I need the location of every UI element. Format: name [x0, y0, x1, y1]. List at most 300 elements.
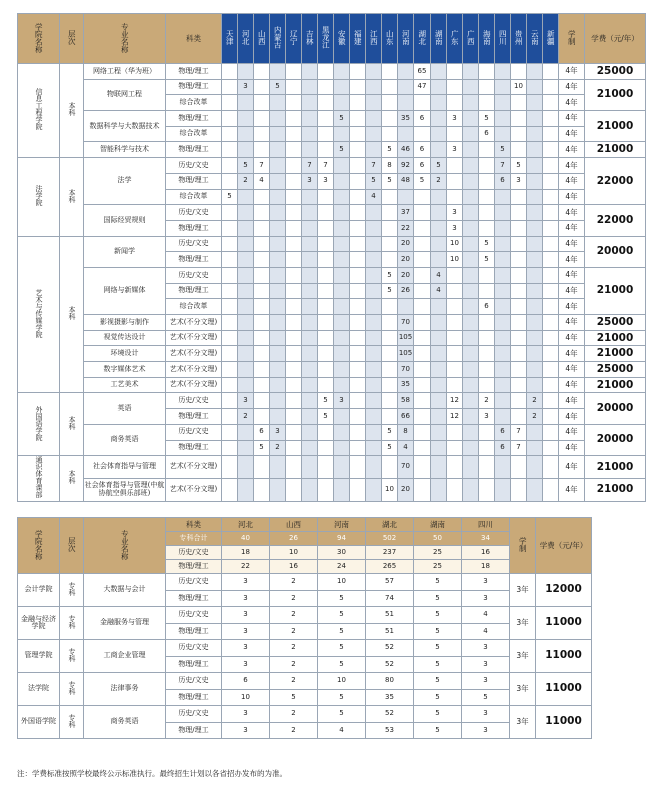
quota-cell [431, 299, 447, 315]
length: 4年 [559, 409, 585, 425]
quota-cell [222, 377, 238, 393]
quota-cell: 10 [382, 478, 398, 501]
quota-cell [495, 283, 511, 299]
table-row [18, 64, 646, 80]
quota-cell [463, 205, 479, 221]
quota-cell [447, 377, 463, 393]
quota-cell [431, 142, 447, 158]
quota-cell [366, 64, 382, 80]
major-name: 视觉传达设计 [84, 330, 166, 346]
quota-cell [254, 362, 270, 378]
level: 专科 [68, 647, 76, 662]
quota-cell: 7 [254, 158, 270, 174]
quota-cell: 47 [414, 79, 431, 95]
quota-cell [286, 205, 302, 221]
quota-cell [318, 299, 334, 315]
quota-cell [302, 189, 318, 205]
quota-cell [382, 126, 398, 142]
quota-cell: 2 [238, 173, 254, 189]
quota-cell [318, 267, 334, 283]
quota-cell [238, 362, 254, 378]
quota-cell [382, 456, 398, 479]
quota-cell: 35 [398, 377, 414, 393]
quota-cell [238, 456, 254, 479]
quota-cell [254, 64, 270, 80]
subject: 物理/理工 [166, 283, 222, 299]
table-row [18, 205, 646, 221]
quota-cell [238, 220, 254, 236]
quota-cell [463, 299, 479, 315]
quota-cell [479, 173, 495, 189]
quota-cell [463, 362, 479, 378]
province-4: 辽宁 [289, 30, 299, 46]
quota-cell: 5 [382, 440, 398, 456]
fee: 20000 [585, 393, 646, 424]
quota-cell [414, 362, 431, 378]
quota-cell: 3 [447, 205, 463, 221]
quota-cell [527, 283, 543, 299]
quota-cell [366, 205, 382, 221]
quota-cell [286, 126, 302, 142]
quota-cell [543, 478, 559, 501]
header-subject: 科类 [166, 518, 222, 532]
quota-cell [543, 393, 559, 409]
table-row [18, 79, 646, 95]
quota-cell: 22 [398, 220, 414, 236]
quota-cell [382, 236, 398, 252]
quota-cell [254, 283, 270, 299]
table-row [18, 377, 646, 393]
quota-cell [270, 456, 286, 479]
quota-cell: 7 [511, 424, 527, 440]
quota-cell [366, 299, 382, 315]
quota-cell [270, 111, 286, 127]
level-cell [60, 706, 84, 739]
quota-cell: 105 [398, 346, 414, 362]
quota-cell [222, 315, 238, 331]
quota-cell [238, 64, 254, 80]
province-3-cell [270, 14, 286, 64]
quota-cell: 10 [318, 673, 366, 690]
subject: 物理/理工 [166, 623, 222, 640]
quota-cell [463, 189, 479, 205]
quota-cell [222, 95, 238, 111]
quota-cell [286, 478, 302, 501]
major-name: 网络工程（华为班） [84, 64, 166, 80]
quota-cell [254, 377, 270, 393]
quota-cell: 53 [366, 722, 414, 739]
length: 4年 [559, 299, 585, 315]
major-name: 智能科学与技术 [84, 142, 166, 158]
quota-cell [447, 95, 463, 111]
quota-cell [414, 315, 431, 331]
quota-cell [414, 283, 431, 299]
quota-cell [511, 236, 527, 252]
province-18: 贵州 [514, 30, 524, 46]
quota-cell [431, 377, 447, 393]
quota-cell [302, 205, 318, 221]
quota-cell [334, 252, 350, 268]
quota-cell: 5 [366, 173, 382, 189]
quota-cell [447, 315, 463, 331]
quota-cell: 5 [382, 424, 398, 440]
quota-cell [495, 111, 511, 127]
subtotal-cell: 265 [366, 560, 414, 574]
quota-cell [366, 424, 382, 440]
quota-cell [414, 220, 431, 236]
major-name: 法学 [84, 158, 166, 205]
quota-cell [511, 64, 527, 80]
quota-cell [334, 64, 350, 80]
quota-cell [382, 205, 398, 221]
quota-cell [350, 267, 366, 283]
quota-cell: 5 [431, 158, 447, 174]
table-row [18, 640, 592, 657]
quota-cell [495, 315, 511, 331]
table-row [18, 236, 646, 252]
subject: 综合改革 [166, 95, 222, 111]
subject: 物理/理工 [166, 79, 222, 95]
province-0: 河北 [222, 518, 270, 532]
length: 3年 [510, 607, 536, 640]
level-cell [60, 456, 84, 501]
college-name-cell [18, 456, 60, 501]
quota-cell [414, 456, 431, 479]
quota-cell [222, 252, 238, 268]
subtotal-cell: 18 [462, 560, 510, 574]
quota-cell [495, 393, 511, 409]
quota-cell [479, 315, 495, 331]
quota-cell [479, 283, 495, 299]
quota-cell [543, 236, 559, 252]
quota-cell: 4 [431, 267, 447, 283]
quota-cell: 26 [398, 283, 414, 299]
quota-cell [350, 220, 366, 236]
quota-cell [414, 409, 431, 425]
quota-cell [382, 315, 398, 331]
header-length: 学制 [518, 537, 528, 553]
province-14-cell [447, 14, 463, 64]
quota-cell [543, 440, 559, 456]
quota-cell [414, 440, 431, 456]
quota-cell: 4 [431, 283, 447, 299]
quota-cell [527, 346, 543, 362]
quota-cell [238, 346, 254, 362]
quota-cell [447, 362, 463, 378]
quota-cell: 5 [479, 236, 495, 252]
quota-cell: 8 [398, 424, 414, 440]
quota-cell [318, 142, 334, 158]
quota-cell [382, 79, 398, 95]
quota-cell [511, 220, 527, 236]
quota-cell [543, 64, 559, 80]
quota-cell [286, 362, 302, 378]
length: 4年 [559, 283, 585, 299]
quota-cell: 7 [495, 158, 511, 174]
quota-cell: 2 [270, 673, 318, 690]
header-length-cell [559, 14, 585, 64]
quota-cell: 20 [398, 236, 414, 252]
quota-cell [447, 456, 463, 479]
quota-cell [382, 299, 398, 315]
quota-cell [318, 283, 334, 299]
quota-cell [511, 456, 527, 479]
table-row [18, 158, 646, 174]
header-major: 专业名称 [120, 529, 130, 560]
quota-cell: 5 [414, 590, 462, 607]
quota-cell [270, 189, 286, 205]
subtotal-cell: 30 [318, 546, 366, 560]
quota-cell [543, 252, 559, 268]
quota-cell [543, 346, 559, 362]
quota-cell [543, 220, 559, 236]
quota-cell [334, 267, 350, 283]
quota-cell [350, 95, 366, 111]
quota-cell: 3 [318, 173, 334, 189]
quota-cell [495, 330, 511, 346]
quota-cell [511, 478, 527, 501]
subject: 物理/理工 [166, 173, 222, 189]
quota-cell [334, 95, 350, 111]
quota-cell [286, 315, 302, 331]
subtotal-cell: 22 [222, 560, 270, 574]
quota-cell [511, 142, 527, 158]
subject: 物理/理工 [166, 142, 222, 158]
fee: 21000 [585, 456, 646, 479]
quota-cell [463, 424, 479, 440]
quota-cell: 6 [479, 126, 495, 142]
quota-cell [527, 252, 543, 268]
quota-cell [495, 126, 511, 142]
quota-cell [527, 158, 543, 174]
quota-cell [366, 456, 382, 479]
quota-cell [447, 64, 463, 80]
length: 4年 [559, 142, 585, 158]
quota-cell: 12 [447, 409, 463, 425]
quota-cell [286, 189, 302, 205]
quota-cell [238, 142, 254, 158]
quota-cell [334, 330, 350, 346]
province-2: 山西 [257, 30, 267, 46]
quota-cell [318, 362, 334, 378]
quota-cell [286, 252, 302, 268]
quota-cell [286, 299, 302, 315]
quota-cell [334, 299, 350, 315]
quota-cell [366, 440, 382, 456]
fee: 22000 [585, 158, 646, 205]
province-20: 新疆 [546, 30, 556, 46]
quota-cell: 6 [254, 424, 270, 440]
major-name: 数据科学与大数据技术 [84, 111, 166, 142]
table-row [18, 315, 646, 331]
quota-cell [543, 79, 559, 95]
subject: 艺术(不分文理) [166, 478, 222, 501]
quota-cell: 6 [414, 111, 431, 127]
quota-cell: 2 [270, 440, 286, 456]
province-14: 广东 [450, 30, 460, 46]
total-cell: 94 [318, 532, 366, 546]
province-5: 四川 [462, 518, 510, 532]
quota-cell: 3 [462, 722, 510, 739]
quota-cell [222, 299, 238, 315]
quota-cell: 3 [222, 623, 270, 640]
province-4: 湖南 [414, 518, 462, 532]
quota-cell [254, 205, 270, 221]
quota-cell [479, 377, 495, 393]
quota-cell: 2 [238, 409, 254, 425]
quota-cell: 5 [414, 673, 462, 690]
quota-cell [334, 205, 350, 221]
quota-cell: 2 [431, 173, 447, 189]
quota-cell [254, 126, 270, 142]
subject: 物理/理工 [166, 590, 222, 607]
quota-cell: 35 [398, 111, 414, 127]
quota-cell: 3 [462, 640, 510, 657]
quota-cell: 5 [414, 656, 462, 673]
quota-cell [543, 330, 559, 346]
quota-cell [382, 330, 398, 346]
quota-cell: 5 [414, 689, 462, 706]
quota-cell [447, 79, 463, 95]
table-row [18, 456, 646, 479]
quota-cell [431, 393, 447, 409]
quota-cell [431, 409, 447, 425]
quota-cell [350, 330, 366, 346]
quota-cell [238, 424, 254, 440]
quota-cell [222, 424, 238, 440]
quota-cell [431, 362, 447, 378]
quota-cell [431, 95, 447, 111]
quota-cell [350, 158, 366, 174]
table-row [18, 267, 646, 283]
subject: 综合改革 [166, 126, 222, 142]
province-8: 福建 [353, 30, 363, 46]
quota-cell [318, 205, 334, 221]
quota-cell [270, 478, 286, 501]
quota-cell [447, 440, 463, 456]
length: 4年 [559, 252, 585, 268]
quota-cell [270, 377, 286, 393]
subtotal-cell: 237 [366, 546, 414, 560]
quota-cell [270, 409, 286, 425]
quota-cell [222, 283, 238, 299]
quota-cell: 5 [382, 283, 398, 299]
quota-cell [318, 330, 334, 346]
quota-cell [527, 299, 543, 315]
quota-cell [350, 299, 366, 315]
length: 4年 [559, 362, 585, 378]
subject: 艺术(不分文理) [166, 377, 222, 393]
fee: 25000 [585, 362, 646, 378]
province-18-cell [511, 14, 527, 64]
major-name: 社会体育指导与管理(中航协航空俱乐部班) [84, 478, 166, 501]
fee: 11000 [536, 706, 592, 739]
major-name: 英语 [84, 393, 166, 424]
quota-cell: 3 [462, 590, 510, 607]
quota-cell: 5 [382, 267, 398, 283]
quota-cell [463, 111, 479, 127]
quota-cell [350, 409, 366, 425]
quota-cell [414, 424, 431, 440]
table-row [18, 330, 646, 346]
quota-cell [270, 126, 286, 142]
quota-cell [238, 283, 254, 299]
quota-cell: 5 [270, 689, 318, 706]
subject: 历史/文史 [166, 673, 222, 690]
quota-cell [286, 424, 302, 440]
quota-cell [222, 409, 238, 425]
quota-cell [366, 252, 382, 268]
level-cell [60, 393, 84, 456]
quota-cell [511, 409, 527, 425]
quota-cell [254, 330, 270, 346]
subject: 艺术(不分文理) [166, 346, 222, 362]
quota-cell: 2 [270, 607, 318, 624]
province-2: 河南 [318, 518, 366, 532]
quota-cell [447, 267, 463, 283]
subject: 历史/文史 [166, 546, 222, 560]
quota-cell [270, 142, 286, 158]
province-3: 湖北 [366, 518, 414, 532]
quota-cell [511, 95, 527, 111]
quota-cell [318, 424, 334, 440]
quota-cell [254, 220, 270, 236]
header-college-cell [18, 14, 60, 64]
quota-cell [270, 158, 286, 174]
college-name: 金融与经济学院 [18, 607, 60, 640]
header-college: 学院名称 [34, 22, 44, 53]
quota-cell [222, 330, 238, 346]
quota-cell [463, 126, 479, 142]
quota-cell [511, 377, 527, 393]
quota-cell: 7 [366, 158, 382, 174]
quota-cell [543, 126, 559, 142]
quota-cell [334, 440, 350, 456]
quota-cell [414, 267, 431, 283]
quota-cell [382, 393, 398, 409]
province-0: 天津 [225, 30, 235, 46]
quota-cell [479, 346, 495, 362]
quota-cell [286, 95, 302, 111]
quota-cell: 3 [447, 111, 463, 127]
quota-cell [238, 478, 254, 501]
subject: 物理/理工 [166, 440, 222, 456]
quota-cell: 6 [222, 673, 270, 690]
province-7-cell [334, 14, 350, 64]
quota-cell: 57 [366, 574, 414, 591]
quota-cell [527, 377, 543, 393]
quota-cell [543, 173, 559, 189]
quota-cell: 4 [462, 623, 510, 640]
quota-cell: 4 [462, 607, 510, 624]
quota-cell [398, 189, 414, 205]
quota-cell [302, 393, 318, 409]
subject: 历史/文史 [166, 158, 222, 174]
quota-cell: 5 [414, 574, 462, 591]
quota-cell [238, 330, 254, 346]
quota-cell [479, 478, 495, 501]
quota-cell: 6 [479, 299, 495, 315]
level: 本科 [68, 102, 76, 117]
quota-cell [447, 126, 463, 142]
quota-cell [350, 205, 366, 221]
college-name: 通识体育课部 [35, 456, 43, 499]
quota-cell [479, 362, 495, 378]
quota-cell [495, 252, 511, 268]
quota-cell [431, 346, 447, 362]
subject: 艺术(不分文理) [166, 315, 222, 331]
subtotal-cell: 24 [318, 560, 366, 574]
